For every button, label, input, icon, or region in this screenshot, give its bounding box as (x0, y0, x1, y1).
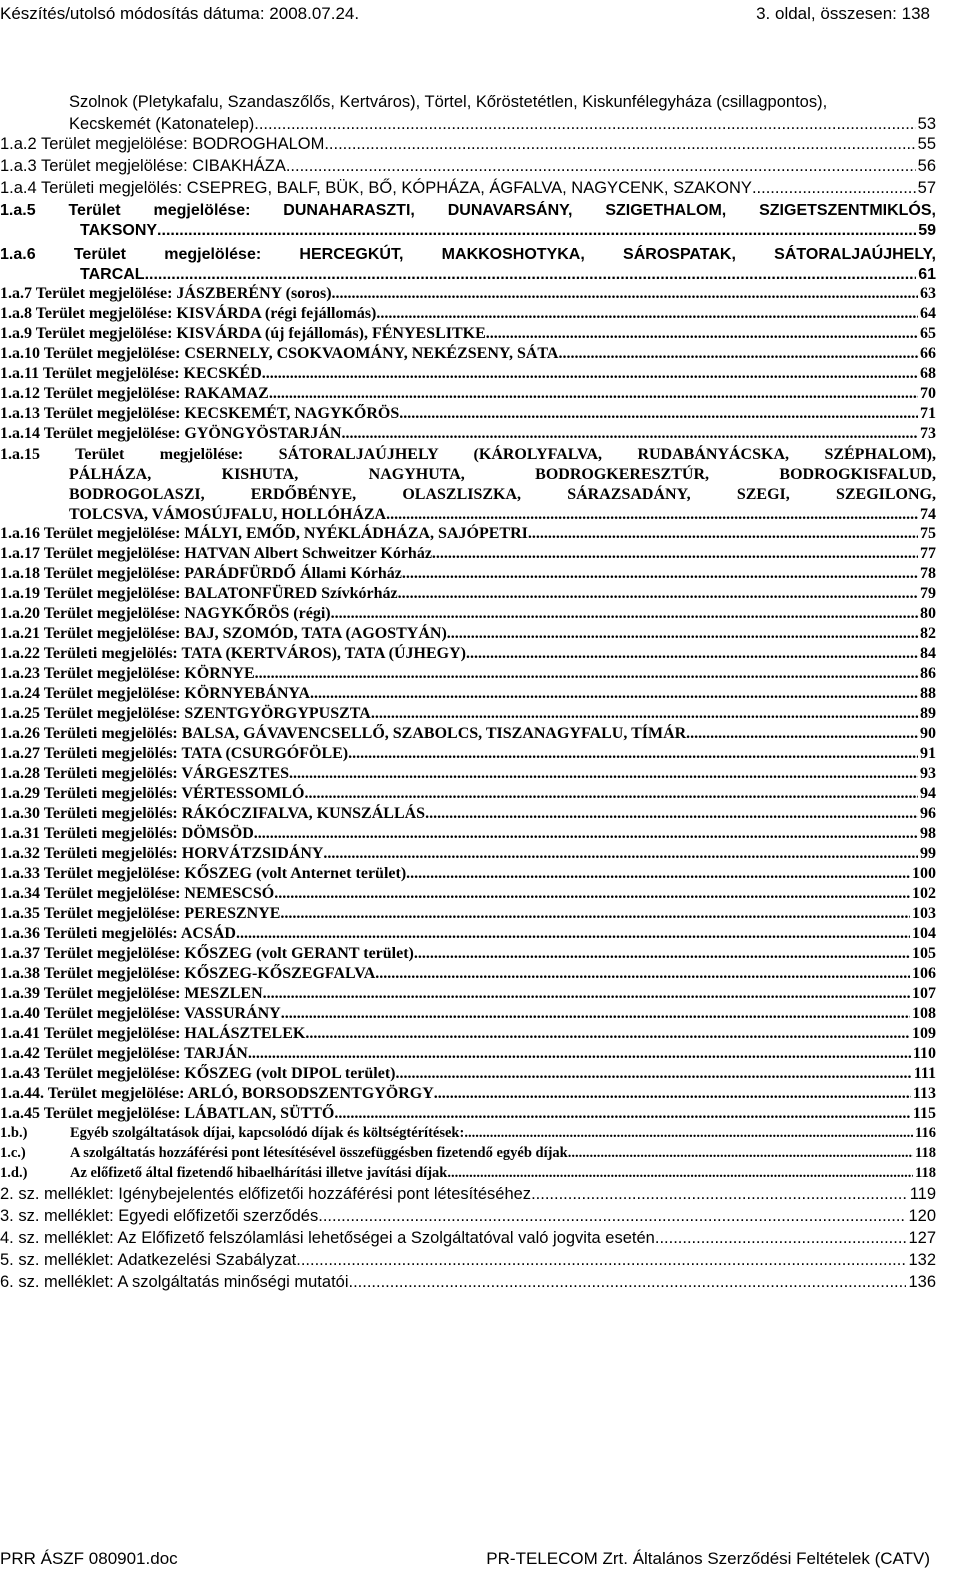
toc-page-number: 120 (908, 1207, 936, 1225)
toc-entry-text: 1.a.38 Terület megjelölése: KŐSZEG-KŐSZEGFALVA (0, 965, 376, 982)
toc-page-number: 57 (917, 179, 936, 197)
toc-entry[interactable] (0, 1251, 936, 1273)
toc-page-number: 68 (920, 365, 936, 382)
toc-entry-text: TAKSONY (80, 222, 158, 239)
toc-entry-text: 1.a.6 Terület megjelölése: HERCEGKÚT, MAKKOSHOTYKA, SÁROSPATAK, SÁTORALJAÚJHELY, (0, 246, 936, 263)
toc-entry-text: Szolnok (Pletykafalu, Szandaszőlős, Kertváros), Törtel, Kőröstetétlen, Kiskunfélegyháza (csillagpontos), (69, 93, 828, 111)
toc-entry-text: 1.a.25 Terület megjelölése: SZENTGYÖRGYPUSZTA (0, 705, 371, 722)
toc-entry[interactable] (0, 665, 936, 685)
toc-entry-text: 1.a.7 Terület megjelölése: JÁSZBERÉNY (soros) (0, 285, 332, 302)
toc-list-d (0, 1185, 936, 1295)
toc-entry-1a5[interactable] (0, 201, 936, 241)
toc-entry-text: 1.a.34 Terület megjelölése: NEMESCSÓ (0, 885, 275, 902)
toc-entry-intro[interactable] (69, 91, 936, 135)
toc-entry-text: 1.a.43 Terület megjelölése: KŐSZEG (volt DIPOL terület) (0, 1065, 396, 1082)
toc-page-number: 105 (912, 945, 936, 962)
toc-entry[interactable] (0, 135, 936, 157)
toc-page-number: 136 (908, 1273, 936, 1291)
toc-entry-text: 1.a.35 Terület megjelölése: PERESZNYE (0, 905, 281, 922)
toc-entry-text: 1.a.2 Terület megjelölése: BODROGHALOM (0, 135, 325, 153)
toc-entry[interactable] (0, 157, 936, 179)
toc-page-number: 99 (920, 845, 936, 862)
footer-company: PR-TELECOM Zrt. Általános Szerződési Feltételek (CATV) (486, 1549, 930, 1568)
toc-page-number: 106 (912, 965, 936, 982)
toc-entry-text: 1.a.39 Terület megjelölése: MESZLEN (0, 985, 263, 1002)
toc-page-number: 98 (920, 825, 936, 842)
toc-entry-text: 1.a.29 Területi megjelölés: VÉRTESSOMLÓ (0, 785, 305, 802)
toc-entry-text: 3. sz. melléklet: Egyedi előfizetői szerződés (0, 1207, 319, 1225)
toc-page-number: 118 (915, 1165, 936, 1181)
toc-page-number: 55 (917, 135, 936, 153)
toc-entry-text: 1.a.11 Terület megjelölése: KECSKÉD (0, 365, 262, 382)
toc-page-number: 74 (920, 506, 936, 523)
toc-entry[interactable] (0, 925, 936, 945)
toc-page-number: 73 (920, 425, 936, 442)
toc-entry-text: 1.a.40 Terület megjelölése: VASSURÁNY (0, 1005, 281, 1022)
toc-entry[interactable] (0, 305, 936, 325)
toc-entry-text: 1.a.27 Területi megjelölés: TATA (CSURGÓFÖLE) (0, 745, 349, 762)
toc-page-number: 71 (920, 405, 936, 422)
toc-entry-text: Az előfizető által fizetendő hibaelhárítási illetve javítási díjak (70, 1165, 448, 1181)
toc-page-number: 132 (908, 1251, 936, 1269)
toc-entry-text: 1.a.16 Terület megjelölése: MÁLYI, EMŐD, NYÉKLÁDHÁZA, SAJÓPETRI (0, 525, 528, 542)
toc-page-number: 66 (920, 345, 936, 362)
toc-entry-text: 1.a.20 Terület megjelölése: NAGYKŐRÖS (régi) (0, 605, 331, 622)
toc-entry-text: 1.a.36 Területi megjelölés: ACSÁD (0, 925, 236, 942)
toc-entry-text: 1.a.3 Terület megjelölése: CIBAKHÁZA (0, 157, 286, 175)
toc-entry-text: 1.a.12 Terület megjelölése: RAKAMAZ (0, 385, 269, 402)
toc-page-number: 70 (920, 385, 936, 402)
toc-entry[interactable] (0, 1005, 936, 1025)
toc-page-number: 96 (920, 805, 936, 822)
toc-page-number: 100 (912, 865, 936, 882)
toc-entry[interactable] (0, 945, 936, 965)
toc-entry-text: 1.a.10 Terület megjelölése: CSERNELY, CSOKVAOMÁNY, NEKÉZSENY, SÁTA (0, 345, 559, 362)
toc-entry[interactable] (0, 565, 936, 585)
toc-entry-text: 1.a.28 Területi megjelölés: VÁRGESZTES (0, 765, 290, 782)
toc-entry-text: A szolgáltatás hozzáférési pont létesítésével összefüggésben fizetendő egyéb díjak (70, 1145, 568, 1161)
toc-entry-text: 1.a.41 Terület megjelölése: HALÁSZTELEK (0, 1025, 306, 1042)
toc-entry[interactable] (0, 1165, 936, 1185)
toc-entry-text: 1.a.22 Területi megjelölés: TATA (KERTVÁROS), TATA (ÚJHEGY) (0, 645, 466, 662)
toc-entry[interactable] (0, 685, 936, 705)
toc-page-number: 107 (912, 985, 936, 1002)
toc-entry[interactable] (0, 845, 936, 865)
toc-entry[interactable] (0, 865, 936, 885)
toc-entry[interactable] (0, 765, 936, 785)
toc-entry[interactable] (0, 965, 936, 985)
toc-entry[interactable] (0, 425, 936, 445)
toc-page-number: 119 (909, 1185, 936, 1203)
toc-entry[interactable] (0, 365, 936, 385)
toc-entry-text: 1.a.8 Terület megjelölése: KISVÁRDA (régi fejállomás) (0, 305, 377, 322)
toc-entry[interactable] (0, 1105, 936, 1125)
toc-entry[interactable] (0, 345, 936, 365)
toc-page-number: 88 (920, 685, 936, 702)
toc-page-number: 93 (920, 765, 936, 782)
toc-entry[interactable] (0, 1025, 936, 1045)
toc-entry-text: 5. sz. melléklet: Adatkezelési Szabályzat (0, 1251, 297, 1269)
toc-entry-text: 1.a.14 Terület megjelölése: GYÖNGYÖSTARJÁN (0, 425, 342, 442)
toc-entry-text: 2. sz. melléklet: Igénybejelentés előfizetői hozzáférési pont létesítéséhez (0, 1185, 532, 1203)
toc-page-number: 103 (912, 905, 936, 922)
toc-entry[interactable] (0, 625, 936, 645)
toc-list-b (0, 525, 936, 1125)
toc-page-number: 59 (918, 222, 936, 239)
toc-entry-number: 1.d.) (0, 1165, 28, 1181)
toc-entry[interactable] (0, 1273, 936, 1295)
header-page-info: 3. oldal, összesen: 138 (756, 4, 930, 23)
toc-entry-text: 1.a.18 Terület megjelölése: PARÁDFÜRDŐ Állami Kórház (0, 565, 402, 582)
toc-page-number: 86 (920, 665, 936, 682)
toc-entry[interactable] (0, 785, 936, 805)
toc-entry-text: Egyéb szolgáltatások díjai, kapcsolódó díjak és költségtérítések: (70, 1125, 465, 1141)
toc-page-number: 91 (920, 745, 936, 762)
toc-entry[interactable] (0, 1207, 936, 1229)
toc-page-number: 80 (920, 605, 936, 622)
toc-entry[interactable] (0, 705, 936, 725)
toc-entry-text: 1.a.31 Területi megjelölés: DÖMSÖD (0, 825, 254, 842)
toc-entry-text: 4. sz. melléklet: Az Előfizető felszólamlási lehetőségei a Szolgáltatóval való jogvita esetén (0, 1229, 655, 1247)
toc-page-number: 113 (912, 1085, 936, 1102)
toc-page-number: 53 (917, 115, 936, 133)
toc-entry-text: 1.a.24 Terület megjelölése: KÖRNYEBÁNYA (0, 685, 311, 702)
toc-page-number: 79 (920, 585, 936, 602)
toc-page-number: 127 (908, 1229, 936, 1247)
toc-entry-text: 1.a.13 Terület megjelölése: KECSKEMÉT, NAGYKŐRÖS (0, 405, 400, 422)
header-date: Készítés/utolsó módosítás dátuma: 2008.07.24. (0, 4, 360, 23)
footer-document-name: PRR ÁSZF 080901.doc (0, 1549, 178, 1568)
toc-entry[interactable] (0, 1229, 936, 1251)
toc-entry-text: 1.a.45 Terület megjelölése: LÁBATLAN, SÜTTŐ (0, 1105, 335, 1122)
toc-entry[interactable] (0, 1145, 936, 1165)
toc-page-number: 104 (912, 925, 936, 942)
toc-page-number: 56 (917, 157, 936, 175)
toc-page-number: 63 (920, 285, 936, 302)
toc-entry[interactable] (0, 985, 936, 1005)
toc-page-number: 61 (918, 266, 936, 283)
toc-entry[interactable] (0, 385, 936, 405)
toc-list-c (0, 1125, 936, 1185)
toc-entry[interactable] (0, 179, 936, 201)
toc-entry[interactable] (0, 605, 936, 625)
toc-entry[interactable] (0, 1065, 936, 1085)
toc-entry-text: 1.a.4 Területi megjelölés: CSEPREG, BALF, BÜK, BŐ, KÓPHÁZA, ÁGFALVA, NAGYCENK, SZAKONY (0, 179, 752, 197)
toc-entry-text: 1.a.44. Terület megjelölése: ARLÓ, BORSODSZENTGYÖRGY (0, 1085, 434, 1102)
toc-entry-text: 1.a.37 Terület megjelölése: KŐSZEG (volt GERANT terület) (0, 945, 414, 962)
toc-page-number: 118 (915, 1145, 936, 1161)
toc-entry-number: 1.c.) (0, 1145, 26, 1161)
toc-entry-text: Kecskemét (Katonatelep) (69, 115, 255, 133)
toc-entry[interactable] (0, 545, 936, 565)
toc-page-number: 84 (920, 645, 936, 662)
toc-page-number: 109 (912, 1025, 936, 1042)
toc-page-number: 78 (920, 565, 936, 582)
toc-page-number: 110 (912, 1045, 936, 1062)
toc-entry-text: 1.a.32 Területi megjelölés: HORVÁTZSIDÁNY (0, 845, 324, 862)
toc-entry-text: 1.a.42 Terület megjelölése: TARJÁN (0, 1045, 248, 1062)
toc-entry-text: TOLCSVA, VÁMOSÚJFALU, HOLLÓHÁZA (69, 506, 387, 523)
toc-entry-text: BODROGOLASZI, ERDŐBÉNYE, OLASZLISZKA, SÁRAZSADÁNY, SZEGI, SZEGILONG, (69, 486, 936, 503)
table-of-contents (0, 91, 936, 1295)
toc-page-number: 77 (920, 545, 936, 562)
toc-entry-text: TARCAL (80, 266, 145, 283)
toc-entry-text: 1.a.15 Terület megjelölése: SÁTORALJAÚJHELY (KÁROLYFALVA, RUDABÁNYÁCSKA, SZÉPHALOM), (0, 446, 936, 463)
toc-entry-text: 1.a.9 Terület megjelölése: KISVÁRDA (új fejállomás), FÉNYESLITKE (0, 325, 486, 342)
toc-entry-text: 1.a.33 Terület megjelölése: KŐSZEG (volt Anternet terület) (0, 865, 407, 882)
toc-entry[interactable] (0, 585, 936, 605)
toc-entry-number: 1.b.) (0, 1125, 28, 1141)
toc-entry-text: 1.a.26 Területi megjelölés: BALSA, GÁVAVENCSELLŐ, SZABOLCS, TISZANAGYFALU, TÍMÁR (0, 725, 687, 742)
toc-entry[interactable] (0, 905, 936, 925)
toc-page-number: 108 (912, 1005, 936, 1022)
toc-page-number: 111 (913, 1065, 936, 1082)
toc-entry[interactable] (0, 725, 936, 745)
toc-entry-text: 1.a.19 Terület megjelölése: BALATONFÜRED Szívkórház (0, 585, 398, 602)
toc-entry[interactable] (0, 1125, 936, 1145)
toc-page-number: 89 (920, 705, 936, 722)
toc-entry-1a15[interactable] (0, 445, 936, 525)
toc-entry[interactable] (0, 325, 936, 345)
toc-entry[interactable] (0, 285, 936, 305)
toc-entry[interactable] (0, 645, 936, 665)
toc-page-number: 82 (920, 625, 936, 642)
toc-list-sans (0, 135, 936, 201)
toc-entry-text: 1.a.5 Terület megjelölése: DUNAHARASZTI, DUNAVARSÁNY, SZIGETHALOM, SZIGETSZENTMIKLÓS, (0, 202, 936, 219)
toc-page-number: 115 (912, 1105, 936, 1122)
toc-page-number: 65 (920, 325, 936, 342)
toc-entry[interactable] (0, 805, 936, 825)
toc-page-number: 102 (912, 885, 936, 902)
toc-entry[interactable] (0, 745, 936, 765)
toc-page-number: 75 (920, 525, 936, 542)
toc-page-number: 64 (920, 305, 936, 322)
toc-entry[interactable] (0, 885, 936, 905)
toc-entry-text: PÁLHÁZA, KISHUTA, NAGYHUTA, BODROGKERESZTÚR, BODROGKISFALUD, (69, 466, 936, 483)
toc-entry[interactable] (0, 1085, 936, 1105)
toc-entry-text: 1.a.21 Terület megjelölése: BAJ, SZOMÓD, TATA (AGOSTYÁN) (0, 625, 447, 642)
toc-entry-1a6[interactable] (0, 245, 936, 285)
toc-entry[interactable] (0, 525, 936, 545)
toc-entry[interactable] (0, 825, 936, 845)
toc-entry-text: 6. sz. melléklet: A szolgáltatás minőségi mutatói (0, 1273, 349, 1291)
toc-entry[interactable] (0, 1185, 936, 1207)
toc-entry-text: 1.a.23 Terület megjelölése: KÖRNYE (0, 665, 255, 682)
toc-entry[interactable] (0, 405, 936, 425)
toc-entry[interactable] (0, 1045, 936, 1065)
toc-entry-text: 1.a.30 Területi megjelölés: RÁKÓCZIFALVA, KUNSZÁLLÁS (0, 805, 426, 822)
toc-page-number: 94 (920, 785, 936, 802)
toc-page-number: 116 (915, 1125, 936, 1141)
toc-entry-text: 1.a.17 Terület megjelölése: HATVAN Albert Schweitzer Kórház (0, 545, 432, 562)
toc-list-a (0, 285, 936, 445)
toc-page-number: 90 (920, 725, 936, 742)
